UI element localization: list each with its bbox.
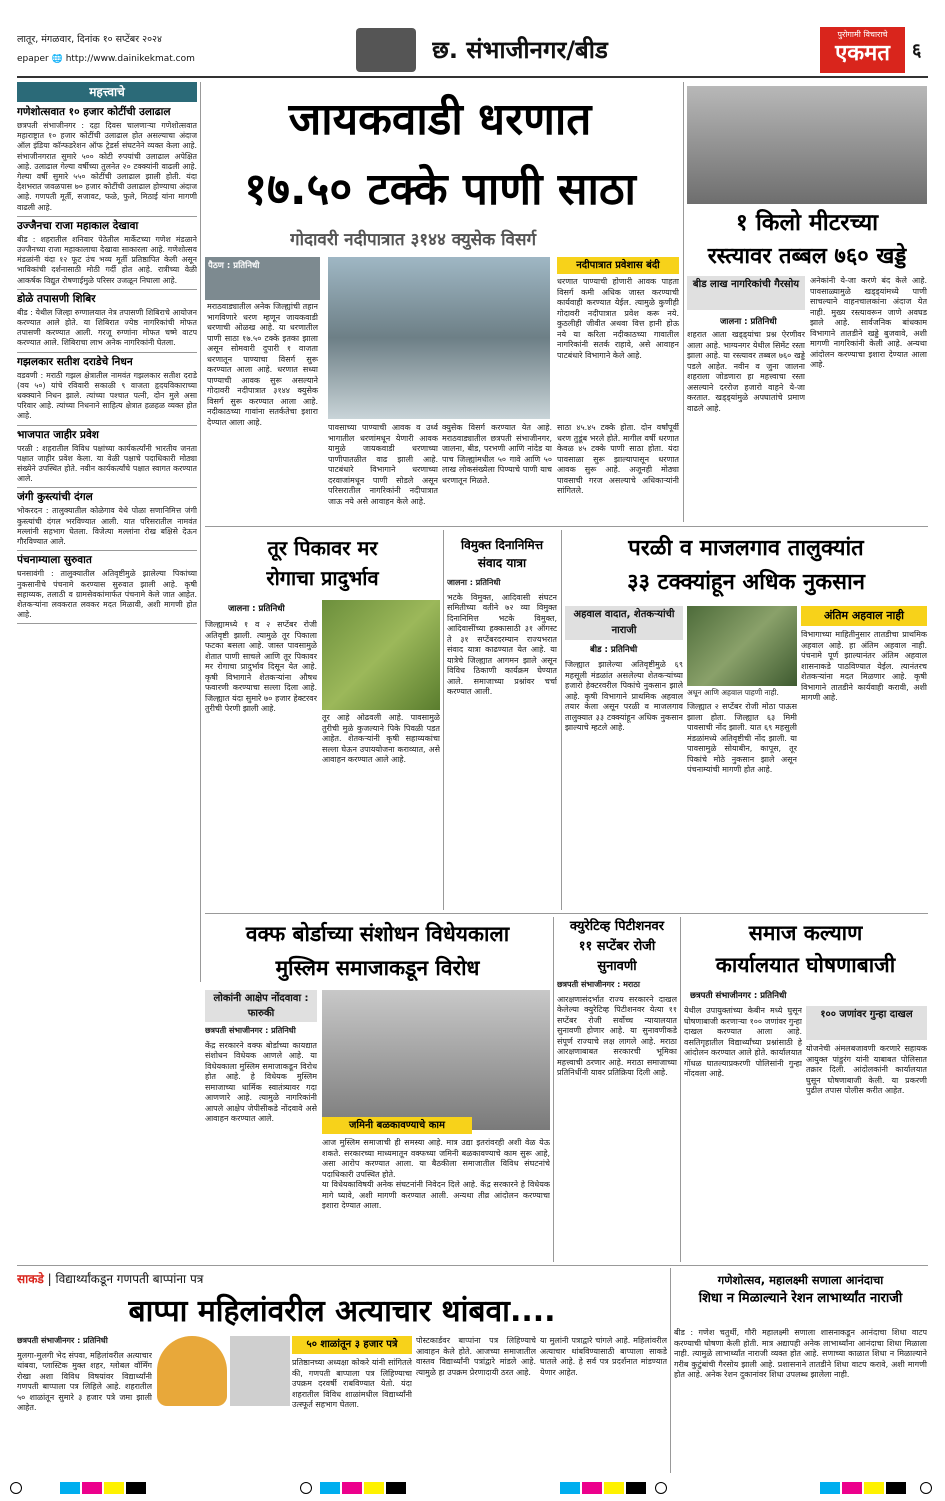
- road-col-1: [687, 330, 805, 520]
- sakade-col-2: [292, 1358, 412, 1471]
- sakade-divider: [670, 1268, 671, 1473]
- color-swatch: [864, 1482, 884, 1494]
- tur-divider: [443, 530, 444, 910]
- sakade-col-4: [540, 1336, 667, 1471]
- lead-headline-2: १७.५० टक्के पाणी साठा: [244, 164, 636, 215]
- parli-tag-text: अहवाल वादात, शेतकऱ्यांची नाराजी: [573, 609, 675, 636]
- color-swatch: [60, 1482, 80, 1494]
- sidebar-item: [17, 220, 197, 290]
- epaper-label: epaper: [17, 54, 49, 64]
- dateline: लातूर, मंगळवार, दिनांक १० सप्टेंबर २०२४: [17, 34, 162, 45]
- masthead-rule: [17, 76, 928, 78]
- curative-body: [557, 980, 677, 1260]
- sidebar-divider: [200, 82, 201, 982]
- parli-photo-caption-text: अधून आणि अहवाल पाहणी नाही.: [687, 688, 779, 697]
- color-swatch: [626, 1482, 646, 1494]
- ganesha-image: [157, 1336, 227, 1406]
- road-tag: [687, 276, 805, 310]
- tur-body-2-text: तूर आहे ओढवली आहे. पावसामुळे तुरीची मुळे कुजल्याने पिके पिवळी पडत आहेत. शेतकऱ्यांनी कृषी सहाय्यकांचा सल्ला घेऊन उपाययोजना कराव्यात, असे आवाहन करण्यात आले आहे.: [322, 713, 440, 764]
- waqf-byline: छत्रपती संभाजीनगर : प्रतिनिधी: [205, 1026, 296, 1035]
- samaj-headline-2: कार्यालयात घोषणाबाजी: [715, 953, 896, 977]
- samvad-body: [447, 578, 557, 910]
- emblem-icon: [356, 28, 416, 72]
- samaj-headline-1: समाज कल्याण: [748, 921, 863, 945]
- samaj-body: [684, 1006, 802, 1261]
- color-swatch: [104, 1482, 124, 1494]
- waqf-col-2: [322, 1138, 550, 1178]
- color-swatch: [560, 1482, 580, 1494]
- registration-mark-icon: [655, 1482, 667, 1494]
- sakade-body: [17, 1336, 152, 1471]
- sakade-kicker: साकडे | विद्यार्थ्यांकडून गणपती बाप्पांना पत्र: [17, 1272, 204, 1286]
- lead-headline-1: जायकवाडी धरणात: [288, 94, 592, 145]
- waqf-tag-text: लोकांनी आक्षेप नोंदवावा : फारुकी: [213, 993, 309, 1019]
- lead-col-1-text: मराठवाड्यातील अनेक जिल्ह्यांची तहान भागविणारे धरण म्हणून जायकवाडी धरणाची ओळख आहे. या धरणातील पाणी साठा १७.५० टक्के इतका झाला असून सोमवारी दुपारी १ वाजता धरणातून पाण्याचा विसर्ग सुरू करण्यात आला आहे. धरणात सध्या पाण्याची आवक सुरू असल्याने गोदावरी नदीपात्रात ३१४४ क्युसेक विसर्ग सुरू करण्यात आला आहे. नदीकाठच्या गावांना सतर्कतेचा इशारा देण्यात आला आहे.: [207, 302, 318, 427]
- parli-photo-caption: [687, 688, 797, 700]
- sidebar-item-title: जंगी कुस्त्यांची दंगल: [17, 491, 93, 504]
- color-swatch: [842, 1482, 862, 1494]
- parli-col-2: [687, 702, 797, 910]
- sidebar-item-body: घनसावंगी : तालुक्यातील अतिवृष्टीमुळे झालेल्या पिकांच्या नुकसानीचे पंचनामे करण्यास सुरुवात झाली आहे. कृषी सहाय्यक, तलाठी व ग्रामसेवकांमार्फत पंचनामे केले जात आहेत. शेतकऱ्यांना लवकरात लवकर मदत मिळावी, अशी मागणी होत आहे.: [17, 569, 197, 620]
- parli-col-2-text: जिल्ह्यात २ सप्टेंबर रोजी मोठा पाऊस झाला होता. जिल्ह्यात ६३ मिमी पावसाची नोंद झाली. यात ६९ महसुली मंडळांमध्ये अतिवृष्टीची नोंद झाली. या पावसामुळे सोयाबीन, कापूस, तूर पिकांचे मोठे नुकसान झाले असून पंचनाम्यांची मागणी होत आहे.: [687, 702, 797, 774]
- curative-headline-2: ११ सप्टेंबर रोजी: [578, 939, 656, 954]
- samvad-headline-2: संवाद यात्रा: [477, 556, 527, 570]
- tur-body: [205, 620, 317, 910]
- waqf-body-text: केंद्र सरकारने वक्फ बोर्डाच्या कायद्यात संशोधन विधेयक आणले आहे. या विधेयकाला मुस्लिम समाजाकडून विरोध होत आहे. हे विधेयक मुस्लिम समाजाच्या धार्मिक स्वातंत्र्यावर गदा आणणारे आहे. त्यामुळे नागरिकांनी आपले आक्षेप जेपीसीकडे नोंदवावे असे आवाहन करण्यात आले.: [205, 1040, 317, 1123]
- sidebar-item-body: भोकरदन : तालुक्यातील कोळेगाव येथे पोळा सणानिमित्त जंगी कुस्त्यांची दंगल भरविण्यात आली. यात परिसरातील नामवंत मल्लांनी सहभाग घेतला. विजेत्या मल्लांना रोख बक्षिसे देऊन गौरविण्यात आले.: [17, 506, 197, 547]
- sakade-kicker-text: विद्यार्थ्यांकडून गणपती बाप्पांना पत्र: [55, 1272, 204, 1286]
- brand-name: एकमत: [835, 41, 890, 66]
- tur-body-2: [322, 713, 440, 908]
- sidebar-item-title: गणेशोत्सवात १० हजार कोटींची उलाढाल: [17, 106, 171, 118]
- color-swatch: [342, 1482, 362, 1494]
- ration-body-text: बीड : गणेश चतुर्थी, गौरी महालक्ष्मी सणाला शासनाकडून आनंदाचा शिधा वाटप करण्याची घोषणा केली होती. मात्र अद्यापही अनेक लाभार्थ्यांना आनंदाचा शिधा मिळाला नाही. त्यामुळे लाभार्थ्यांत नाराजी व्यक्त होत आहे. सणाच्या काळात शिधा न मिळाल्याने गरीब कुटुंबांची गैरसोय झाली आहे. प्रशासनाने तातडीने शिधा वाटप करावे, अशी मागणी होत आहे. अनेक रेशन दुकानांवर शिधा उपलब्ध झालेला नाही.: [674, 1328, 927, 1379]
- tur-headline-1: तूर पिकावर मर: [267, 536, 378, 560]
- road-headline-1: १ किलो मीटरच्या: [735, 210, 879, 236]
- sidebar-item: [17, 429, 197, 489]
- parli-headline-1: परळी व माजलगाव तालुक्यांत: [628, 536, 864, 561]
- curative-headline-3: सुनावणी: [597, 959, 637, 974]
- lead-tag-body-text: धरणात पाण्याची होणारी आवक पाहता विसर्ग कमी अधिक जास्त करण्याची कार्यवाही करण्यात येईल. त्यामुळे कुणीही गोदावरी नदीपात्रात प्रवेश करू नये. कुठलीही जीवीत अथवा वित्त हानी होऊ नये या करिता नदीकाठच्या गावातील नागरिकांनी सतर्क राहावे, असे आवाहन पाटबंधारे विभागाने केले आहे.: [557, 277, 679, 360]
- sidebar-header: महत्त्वाचे: [17, 82, 197, 102]
- waqf-divider: [553, 917, 554, 1262]
- sidebar: [17, 82, 197, 982]
- tur-byline: जालना : प्रतिनिधी: [228, 604, 285, 614]
- ration-kicker: गणेशोत्सव, महालक्ष्मी सणाला आनंदाचा: [717, 1273, 884, 1287]
- website-url[interactable]: http://www.dainikekmat.com: [65, 54, 195, 64]
- sakade-col-3: [416, 1336, 536, 1471]
- color-swatch: [820, 1482, 840, 1494]
- road-tag-text: बीड लाख नागरिकांची गैरसोय: [692, 279, 800, 290]
- lead-byline: पैठण : प्रतिनिधी: [208, 261, 260, 271]
- parli-body: [565, 660, 683, 910]
- sakade-col-4-text: या मुलांनी पत्राद्वारे चांगले आहे. महिलांवरील अत्याचार थांबविण्यासाठी बाप्पाला साकडे घातले आहे. हे सर्व पत्र प्रदर्शनात मांडण्यात येणार आहेत.: [540, 1336, 667, 1377]
- curative-divider: [680, 917, 681, 1262]
- samvad-byline: जालना : प्रतिनिधी: [447, 578, 501, 587]
- waqf-col-3-text: या विधेयकाविषयी अनेक संघटनांनी निवेदन दिले आहे. केंद्र सरकारने हे विधेयक मागे घ्यावे, अशी मागणी करण्यात आली. अन्यथा तीव्र आंदोलन करण्याचा इशारा देण्यात आला.: [322, 1180, 550, 1210]
- waqf-photo: [322, 990, 550, 1130]
- parli-headline-2: ३३ टक्क्यांहून अधिक नुकसान: [627, 570, 865, 595]
- ration-body: [674, 1328, 927, 1471]
- registration-mark-icon: [10, 1482, 22, 1494]
- lead-col-3-text: क्युसेक विसर्ग करण्यात येत आहे. मराठवाड्यातील छत्रपती संभाजीनगर, जालना, बीड, परभणी आणि नांदेड या पाच जिल्ह्यांमधील ५० गावे आणि ५० लाख लोकसंख्येला पिण्याचे पाणी याच धरणातून मिळते.: [442, 423, 552, 485]
- road-byline: जालना : प्रतिनिधी: [720, 317, 777, 327]
- road-headline-2: रस्त्यावर तब्बल ७६० खड्डे: [707, 244, 907, 269]
- row-divider: [205, 526, 928, 527]
- waqf-red-tag: जमिनी बळकावण्याचे काम: [322, 1117, 472, 1134]
- sidebar-item: [17, 491, 197, 551]
- curative-headline-1: क्युरेटिव्ह पिटीशनवर: [569, 919, 665, 934]
- sidebar-item-title: गझलकार सतीश दराडेचे निधन: [17, 355, 133, 368]
- sidebar-item: [17, 106, 197, 217]
- sakade-col-2-text: प्रतिष्ठानच्या अध्यक्षा कोकरे यांनी सांगितले की, गणपती बाप्पाला पत्र लिहिण्याचा उपक्रम दरवर्षी राबविण्यात येतो. यंदा शहरातील विविध शाळांमधील विद्यार्थ्यांनी उत्स्फूर्त सहभाग घेतला.: [292, 1358, 412, 1409]
- sidebar-item-title: डोळे तपासणी शिबिर: [17, 292, 96, 305]
- samaj-col-2: [806, 1044, 927, 1261]
- samaj-tag-text: १०० जणांवर गुन्हा दाखल: [820, 1009, 913, 1020]
- epaper-link[interactable]: [17, 54, 247, 67]
- samvad-divider: [561, 530, 562, 910]
- sakade-body-text: मुलगा-मुलगी भेद संपवा, महिलांवरील अत्याचार थांबवा, प्लास्टिक मुक्त शहर, ग्लोबल वॉर्मिंग रोखा अशा विविध विषयांवर विद्यार्थ्यांनी गणपती बाप्पाला पत्र लिहिले आहे. शहरातील ५० शाळांतून सुमारे ३ हजार पत्रे जमा झाली आहेत.: [17, 1350, 152, 1412]
- tur-body-text: जिल्ह्यामध्ये १ व २ सप्टेंबर रोजी अतिवृष्टी झाली. त्यामुळे तूर पिकाला फटका बसला आहे. जास्त पावसामुळे शेतात पाणी साचले आणि तूर पिकावर मर रोगाचा प्रादुर्भाव दिसून येत आहे. कृषी विभागाने शेतकऱ्यांना औषध फवारणी करण्याचा सल्ला दिला आहे. जिल्ह्यात यंदा सुमारे ७० हजार हेक्टरवर तुरीची पेरणी झाली आहे.: [205, 620, 317, 713]
- sakade-col-3-text: पोस्टकार्डवर बाप्पांना पत्र लिहिण्याचे आवाहन केले होते. आजच्या समाजातील वास्तव विद्यार्थ्यांनी पत्रांद्वारे मांडले आहे. त्यामुळे हा उपक्रम प्रेरणादायी ठरत आहे.: [416, 1336, 536, 1377]
- sidebar-item-body: बीड : शहरातील शनिवार पेठेतील मार्केटच्या गणेश मंडळाने उज्जैनच्या राजा महाकालाचा देखावा साकारला आहे. गणेशोत्सव मंडळांनी यंदा १२ फूट उंच भव्य मूर्ती प्रतिष्ठापित केली असून भाविकांची दर्शनासाठी मोठी गर्दी होत आहे. रात्रीच्या वेळी आकर्षक विद्युत रोषणाईमुळे परिसर उजळून निघाला आहे.: [17, 234, 197, 285]
- globe-icon: 🌐: [51, 54, 63, 64]
- parli-col-3: [801, 630, 927, 910]
- sidebar-item: [17, 293, 197, 353]
- sidebar-item-body: वडवणी : मराठी गझल क्षेत्रातील नामवंत गझलकार सतीश दराडे (वय ५०) यांचे रविवारी सकाळी ९ वाजता हृदयविकाराच्या धक्क्याने निधन झाले. त्यांच्या पश्चात पत्नी, दोन मुले असा परिवार आहे. त्यांच्या निधनाने साहित्य क्षेत्रात हळहळ व्यक्त होत आहे.: [17, 370, 197, 421]
- waqf-body: [205, 1026, 317, 1261]
- lead-tag-body-2-text: साठा ४५.४५ टक्के होता. दोन वर्षांपूर्वी धरण तुडूंब भरले होते. मागील वर्षी धरणात केवळ ४५ टक्के पाणी साठा होता. यंदा पावसाळा सुरू झाल्यापासून धरणात आवक सुरू आहे. अजूनही मोठ्या पावसाची गरज असल्याचे अधिकाऱ्यांनी सांगितले.: [557, 423, 679, 495]
- lead-col-2-text: पावसाच्या पाण्याची आवक व उर्ध्व भागातील धरणांमधून येणारी आवक यामुळे जायकवाडी धरणाच्या पाणीपातळीत वाढ झाली आहे. पाटबंधारे विभागाने धरणाच्या दरवाजांमधून पाणी सोडले असून परिसरातील नागरिकांनी नदीपात्रात जाऊ नये असे आवाहन केले आहे.: [328, 423, 438, 506]
- road-photo: [687, 86, 927, 204]
- sidebar-item-body: बीड : येथील जिल्हा रुग्णालयात नेत्र तपासणी शिबिराचे आयोजन करण्यात आले होते. या शिबिरात ज्येष्ठ नागरिकांची मोफत तपासणी करण्यात आली. गरजू रुग्णांना मोफत चष्मे वाटप करण्यात आले. शिबिराचा लाभ अनेक नागरिकांनी घेतला.: [17, 307, 197, 348]
- road-col-2: [810, 276, 927, 520]
- tur-photo: [322, 600, 440, 710]
- tur-headline-2: रोगाचा प्रादुर्भाव: [266, 566, 379, 590]
- color-swatch: [126, 1482, 146, 1494]
- row-divider-2: [205, 913, 928, 914]
- registration-mark-icon: [920, 1482, 932, 1494]
- road-col-1-text: शहरात आता खड्ड्यांचा प्रश्न ऐरणीवर आला आहे. भाग्यनगर येथील सिमेंट रस्ता झाला आहे. या रस्त्यावर तब्बल ७६० खड्डे पडले आहेत. नवीन व जुना जालना शहराला जोडणारा हा महत्त्वाचा रस्ता असल्याने दररोज हजारो वाहने ये-जा करतात. खड्ड्यांमुळे अपघातांचे प्रमाण वाढले आहे.: [687, 330, 805, 413]
- color-swatch: [886, 1482, 906, 1494]
- waqf-headline-2: मुस्लिम समाजाकडून विरोध: [275, 956, 480, 980]
- samaj-tag: [806, 1006, 927, 1040]
- sakade-headline: बाप्पा महिलांवरील अत्याचार थांबवा....: [128, 1294, 556, 1329]
- color-swatch: [582, 1482, 602, 1494]
- samvad-headline-1: विमुक्त दिनानिमित्त: [461, 538, 543, 552]
- lead-tag-body-2: [557, 423, 679, 518]
- samaj-byline: छत्रपती संभाजीनगर : प्रतिनिधी: [690, 991, 787, 1001]
- curative-byline: छत्रपती संभाजीनगर : मराठा: [557, 980, 640, 989]
- waqf-col-2-text: आज मुस्लिम समाजाची ही समस्या आहे. मात्र उद्या इतरांवरही अशी वेळ येऊ शकते. सरकारच्या माध्यमातून वक्फच्या जमिनी बळकावण्याचे काम सुरू आहे, असा आरोप करण्यात आला. या बैठकीला समाजातील विविध संघटनांचे पदाधिकारी उपस्थित होते.: [322, 1138, 550, 1178]
- lead-tag-body: [557, 277, 679, 422]
- parli-tag: [565, 606, 683, 640]
- road-col-2-text: अनेकांनी ये-जा करणे बंद केले आहे. पावसाळ्यामुळे खड्ड्यांमध्ये पाणी साचल्याने वाहनचालकांना अंदाज येत नाही. मुख्य रस्त्यावरून जाणे अवघड झाले आहे. सार्वजनिक बांधकाम विभागाने तातडीने खड्डे बुजवावे, अशी मागणी नागरिकांनी केली आहे. अन्यथा आंदोलन करण्याचा इशारा देण्यात आला आहे.: [810, 276, 927, 369]
- lead-col-2: [328, 423, 438, 518]
- brand-logo: [820, 27, 905, 73]
- parli-body-text: जिल्ह्यात झालेल्या अतिवृष्टीमुळे ६९ महसूली मंडळांत असलेल्या शेतकऱ्यांच्या हजारो हेक्टरवरील पिकांचे नुकसान झाले आहे. कृषी विभागाने प्राथमिक अहवाल तयार केला असून परळी व माजलगाव तालुक्यात ३३ टक्क्यांहून अधिक नुकसान झाल्याचे म्हटले आहे.: [565, 660, 683, 732]
- curative-body-text: आरक्षणासंदर्भात राज्य सरकारने दाखल केलेल्या क्युरेटिव्ह पिटीशनवर येत्या ११ सप्टेंबर रोजी सर्वोच्च न्यायालयात सुनावणी होणार आहे. या सुनावणीकडे संपूर्ण राज्याचे लक्ष लागले आहे. मराठा आरक्षणाबाबत सरकारची भूमिका महत्त्वाची ठरणार आहे. मराठा समाजाच्या प्रतिनिधींनी यावर प्रतिक्रिया दिली आहे.: [557, 994, 677, 1077]
- row-divider-3: [17, 1265, 928, 1266]
- color-swatch: [364, 1482, 384, 1494]
- sakade-tag: ५० शाळांतून ३ हजार पत्रे: [292, 1336, 412, 1354]
- samaj-col-2-text: योजनेची अंमलबजावणी करणारे सहायक आयुक्त पांडुरंग यांनी याबाबत पोलिसात तक्रार दिली. आंदोलकांनी कार्यालयात घुसून घोषणाबाजी केली. या प्रकरणी पुढील तपास पोलीस करीत आहेत.: [806, 1044, 927, 1095]
- ration-headline: शिधा न मिळाल्याने रेशन लाभार्थ्यांत नाराजी: [698, 1291, 903, 1306]
- lead-subhead: गोदावरी नदीपात्रात ३१४४ क्युसेक विसर्ग: [290, 230, 537, 250]
- parli-byline: बीड : प्रतिनिधी: [590, 645, 638, 655]
- sidebar-item-title: भाजपात जाहीर प्रवेश: [17, 428, 99, 441]
- sidebar-item-body: परळी : शहरातील विविध पक्षांच्या कार्यकर्त्यांनी भारतीय जनता पक्षात जाहीर प्रवेश केला. या वेळी पक्षाचे पदाधिकारी मोठ्या संख्येने उपस्थित होते. नवीन कार्यकर्त्यांचे पक्षात स्वागत करण्यात आले.: [17, 443, 197, 484]
- page-number: ६: [912, 40, 922, 61]
- parli-red-tag: अंतिम अहवाल नाही: [801, 606, 927, 626]
- parli-photo: [687, 606, 797, 686]
- sakade-byline: छत्रपती संभाजीनगर : प्रतिनिधी: [17, 1336, 108, 1345]
- sidebar-item: [17, 356, 197, 426]
- waqf-col-3: [322, 1180, 550, 1260]
- letters-photo: [230, 1336, 290, 1406]
- samaj-body-text: येथील उपायुक्तांच्या केबीन मध्ये घुसून घोषणाबाजी करणाऱ्या १०० जणांवर गुन्हा दाखल करण्यात आला आहे. वसतिगृहातील विद्यार्थ्यांच्या प्रश्नांसाठी हे आंदोलन करण्यात आले होते. कार्यालयात गोंधळ घातल्याप्रकरणी पोलिसांनी गुन्हा नोंदवला आहे.: [684, 1006, 802, 1078]
- dam-photo-main: [328, 257, 550, 419]
- waqf-tag: [205, 990, 317, 1022]
- lead-tag: नदीपात्रात प्रवेशास बंदी: [557, 257, 679, 274]
- sidebar-item-title: उज्जैनचा राजा महाकाल देखावा: [17, 219, 139, 232]
- lead-divider: [683, 82, 684, 522]
- sakade-label: साकडे: [17, 1272, 44, 1286]
- parli-col-3-text: विभागाच्या माहितीनुसार तातडीचा प्राथमिक अहवाल आहे. हा अंतिम अहवाल नाही. पंचनामे पूर्ण झाल्यानंतर अंतिम अहवाल शासनाकडे पाठविण्यात येईल. त्यानंतरच शेतकऱ्यांना मदत मिळणार आहे. कृषी विभागाने तातडीने कार्यवाही करावी, अशी मागणी आहे.: [801, 630, 927, 702]
- color-swatch: [320, 1482, 340, 1494]
- edition-title: छ. संभाजीनगर/बीड: [432, 36, 608, 64]
- sidebar-item: [17, 554, 197, 624]
- color-swatch: [604, 1482, 624, 1494]
- color-swatch: [386, 1482, 406, 1494]
- registration-mark-icon: [300, 1482, 312, 1494]
- sidebar-item-title: पंचनाम्याला सुरुवात: [17, 554, 92, 567]
- waqf-headline-1: वक्फ बोर्डाच्या संशोधन विधेयकाला: [245, 922, 510, 946]
- samvad-body-text: भटके विमुक्त, आदिवासी संघटन समितीच्या वतीने ७२ व्या विमुक्त दिनानिमित्त भटके विमुक्त, आदिवासींच्या हक्कासाठी ३१ ऑगस्ट ते ३१ सप्टेंबरदरम्यान राज्यभरात संवाद यात्रा काढण्यात येत आहे. या यात्रेचे जिल्ह्यात आगमन झाले असून विविध ठिकाणी कार्यक्रम घेण्यात आले. समाजाच्या प्रश्नांवर चर्चा करण्यात आली.: [447, 592, 557, 696]
- lead-col-1: [205, 300, 320, 435]
- lead-col-3: [442, 423, 552, 518]
- brand-tagline: पुरोगामी विचाराचे: [837, 30, 888, 39]
- color-swatch: [82, 1482, 102, 1494]
- sidebar-item-body: छत्रपती संभाजीनगर : दहा दिवस चालणाऱ्या गणेशोत्सवात महाराष्ट्रात १० हजार कोटींची उलाढाल होत असल्याचा अंदाज ऑल इंडिया कॉन्फडरेशन ऑफ ट्रेडर्स संघटनेने व्यक्त केला आहे. संभाजीनगरात सुमारे ५०० कोटी रुपयांची उलाढाल अपेक्षित आहे. उलाढाल गेल्या वर्षीच्या तुलनेत २० टक्क्यांनी वाढली आहे. गेल्या वर्षी सुमारे ५५० कोटींची उलाढाल झाली होती. यंदा देशभरात जवळपास ७० हजार कोटींची उलाढाल होण्याचा अंदाज आहे. गणपती मूर्ती, सजावट, फळे, फुले, मिठाई यांना मागणी वाढली आहे.: [17, 121, 197, 212]
